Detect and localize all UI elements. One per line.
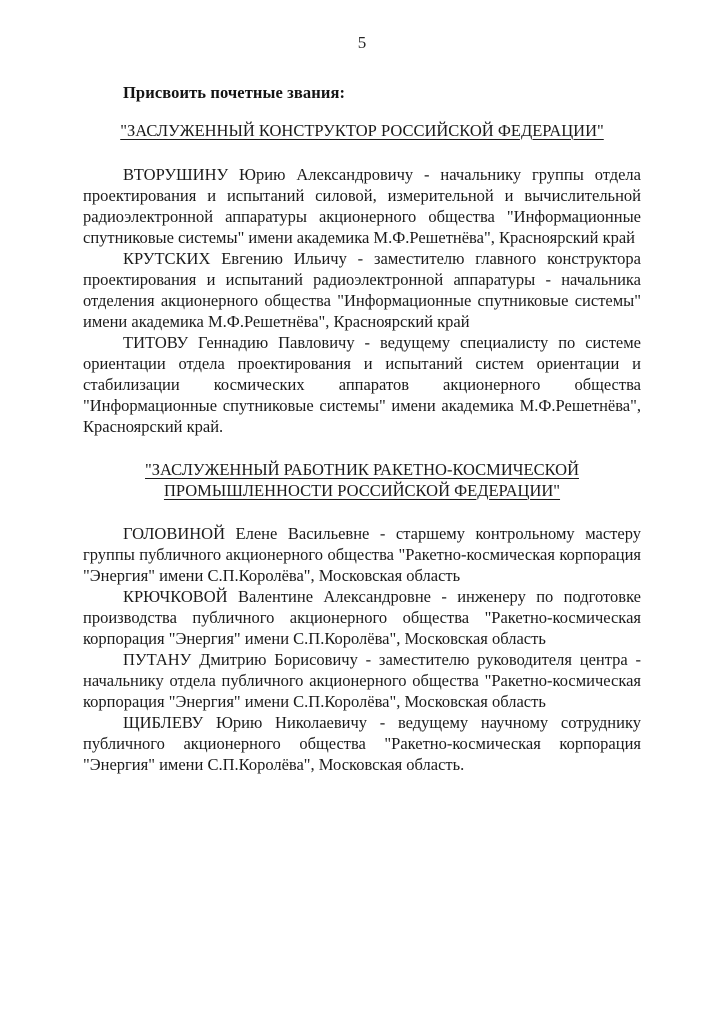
award-title-rabotnik <box>83 459 641 501</box>
award-title-line: "ЗАСЛУЖЕННЫЙ КОНСТРУКТОР РОССИЙСКОЙ ФЕДЕРАЦИИ" <box>120 121 604 140</box>
recipient-entry: ГОЛОВИНОЙ Елене Васильевне - старшему контрольному мастеру группы публичного акционерного общества "Ракетно-космическая корпорация "Энергия" имени С.П.Королёва", Московская область <box>83 524 641 585</box>
instruction-heading: Присвоить почетные звания: <box>123 83 346 102</box>
award-title-line: "ЗАСЛУЖЕННЫЙ РАБОТНИК РАКЕТНО-КОСМИЧЕСКОЙ <box>145 460 579 479</box>
document-body <box>83 82 641 775</box>
page-number: 5 <box>357 33 367 52</box>
recipient-entry: ПУТАНУ Дмитрию Борисовичу - заместителю руководителя центра - начальнику отдела публичного акционерного общества "Ракетно-космическая корпорация "Энергия" имени С.П.Королёва", Московская область <box>83 650 641 711</box>
recipient-entry: ЩИБЛЕВУ Юрию Николаевичу - ведущему научному сотруднику публичного акционерного общества "Ракетно-космическая корпорация "Энергия" имени С.П.Королёва", Московская область. <box>83 713 641 774</box>
recipient-list-rabotnik <box>83 523 641 775</box>
recipient-entry: ВТОРУШИНУ Юрию Александровичу - начальнику группы отдела проектирования и испытаний силовой, измерительной и вычислительной радиоэлектронной аппаратуры акционерного общества "Информационные спутниковые системы" имени академика М.Ф.Решетнёва", Красноярский край <box>83 165 641 247</box>
recipient-entry: КРУТСКИХ Евгению Ильичу - заместителю главного конструктора проектирования и испытаний радиоэлектронной аппаратуры - начальника отделения акционерного общества "Информационные спутниковые системы" имени академика М.Ф.Решетнёва", Красноярский край <box>83 249 641 331</box>
recipient-entry: КРЮЧКОВОЙ Валентине Александровне - инженеру по подготовке производства публичного акционерного общества "Ракетно-космическая корпорация "Энергия" имени С.П.Королёва", Московская область <box>83 587 641 648</box>
recipient-list-konstruktor <box>83 164 641 437</box>
recipient-entry: ТИТОВУ Геннадию Павловичу - ведущему специалисту по системе ориентации отдела проектирования и испытаний систем ориентации и стабилизации космических аппаратов акционерного общества "Информационные спутниковые системы" имени академика М.Ф.Решетнёва", Красноярский край. <box>83 333 641 436</box>
award-title-line: ПРОМЫШЛЕННОСТИ РОССИЙСКОЙ ФЕДЕРАЦИИ" <box>163 481 561 500</box>
award-title-konstruktor <box>83 120 641 141</box>
